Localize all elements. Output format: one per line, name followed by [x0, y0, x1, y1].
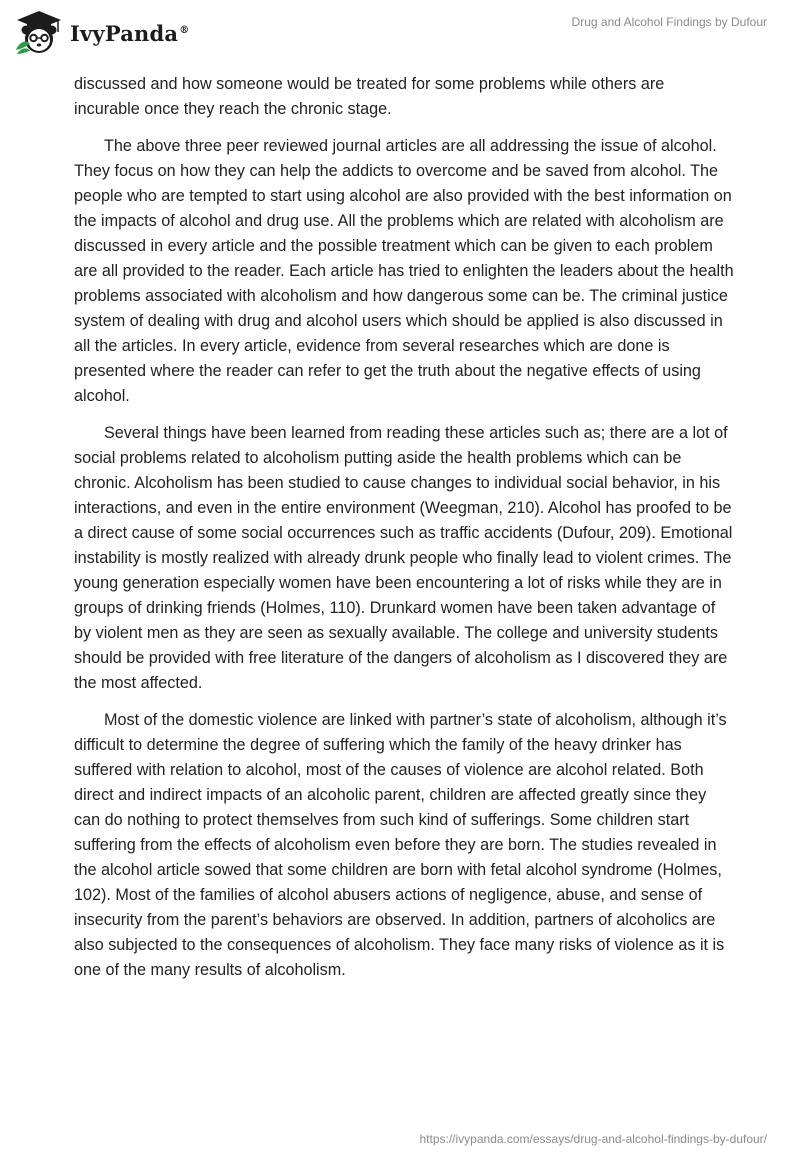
- paragraph: Several things have been learned from reading these articles such as; there are a lot of social problems related to alcoholism putting aside the health problems which can be chronic. Alcoholism has been studied to cause changes to individual social behavior, in his interactions, and even in the entire environment (Weegman, 210). Alcohol has proofed to be a direct cause of some social occurrences such as traffic accidents (Dufour, 209). Emotional instability is mostly realized with already drunk people who finally lead to violent crimes. The young generation especially women have been encountering a lot of risks while they are in groups of drinking friends (Holmes, 110). Drunkard women have been taken advantage of by violent men as they are seen as sexually available. The college and university students should be provided with free literature of the dangers of alcoholism as I discovered they are the most affected.: [74, 424, 733, 692]
- essay-body: [74, 72, 734, 995]
- document-title: Drug and Alcohol Findings by Dufour: [571, 15, 767, 29]
- brand-logo[interactable]: [14, 8, 189, 58]
- brand-name: IvyPanda®: [70, 20, 190, 46]
- page-header: [0, 0, 800, 70]
- paragraph: Most of the domestic violence are linked with partner’s state of alcoholism, although it’s difficult to determine the degree of suffering which the family of the heavy drinker has suffered with relation to alcohol, most of the causes of violence are alcohol related. Both direct and indirect impacts of an alcoholic parent, children are affected greatly since they can do nothing to protect themselves from such kind of sufferings. Some children start suffering from the effects of alcoholism even before they are born. The studies revealed in the alcohol article sowed that some children are born with fetal alcohol syndrome (Holmes, 102). Most of the families of alcohol abusers actions of negligence, abuse, and sense of insecurity from the parent’s behaviors are observed. In addition, partners of alcoholics are also subjected to the consequences of alcoholism. They face many risks of violence as it is one of the many results of alcoholism.: [74, 711, 727, 979]
- paragraph: The above three peer reviewed journal articles are all addressing the issue of alcohol. They focus on how they can help the addicts to overcome and be saved from alcohol. The people who are tempted to start using alcohol are also provided with the best information on the impacts of alcohol and drug use. All the problems which are related with alcoholism are discussed in every article and the possible treatment which can be given to each problem are all provided to the reader. Each article has tried to enlighten the leaders about the health problems associated with alcoholism and how dangerous some can be. The criminal justice system of dealing with drug and alcohol users which should be applied is also discussed in all the articles. In every article, evidence from several researches which are done is presented where the reader can refer to get the truth about the negative effects of using alcohol.: [74, 137, 734, 405]
- source-url[interactable]: https://ivypanda.com/essays/drug-and-alcohol-findings-by-dufour/: [419, 1132, 767, 1146]
- paragraph-continuation: discussed and how someone would be treated for some problems while others are incurable once they reach the chronic stage.: [74, 75, 665, 118]
- panda-graduate-logo-icon: [14, 8, 64, 58]
- registered-mark: ®: [179, 24, 190, 36]
